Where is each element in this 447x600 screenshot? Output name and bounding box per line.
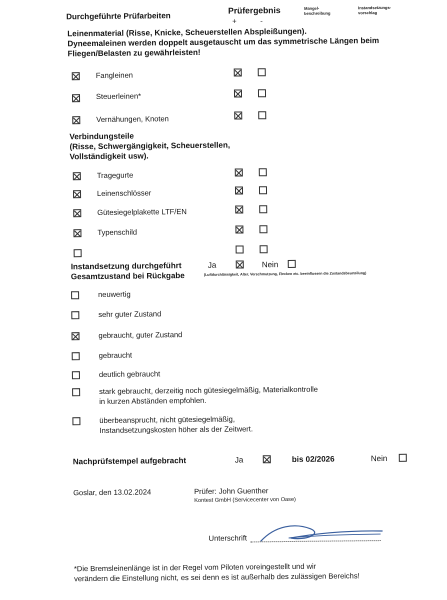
item-plus-checkbox[interactable] bbox=[235, 186, 243, 194]
inspector-company: Kontest GmbH (Servicecenter von Oase) bbox=[194, 496, 296, 504]
section-lines-title bbox=[67, 26, 379, 59]
inspector-name: Prüfer: John Guenther bbox=[194, 486, 269, 496]
place-date: Goslar, den 13.02.2024 bbox=[73, 487, 152, 498]
stamp-until: bis 02/2026 bbox=[291, 454, 335, 464]
section-lines-title-line: Dyneemaleinen werden doppelt ausgetauscht um das symmetrische Längen beim bbox=[67, 36, 380, 49]
condition-checkbox[interactable] bbox=[72, 352, 80, 360]
footnote-line: *Die Bremsleinenlänge ist in der Regel vom Piloten voreingestellt und wir bbox=[73, 561, 317, 574]
condition-label: gebraucht, guter Zustand bbox=[98, 330, 183, 340]
item-minus-checkbox[interactable] bbox=[259, 205, 267, 213]
section-connectors-title-line: Vollständigkeit usw). bbox=[69, 151, 149, 162]
section-connectors-title-line: Verbindungsteile bbox=[69, 131, 134, 142]
condition-label: sehr guter Zustand bbox=[98, 309, 162, 319]
item-minus-checkbox[interactable] bbox=[260, 245, 268, 253]
item-minus-checkbox[interactable] bbox=[259, 186, 267, 194]
signature-label: Unterschrift bbox=[208, 533, 248, 543]
item-label: Tragegurte bbox=[96, 170, 134, 180]
item-plus-checkbox[interactable] bbox=[235, 225, 243, 233]
item-done-checkbox[interactable] bbox=[72, 72, 80, 80]
minus-column-label: - bbox=[260, 16, 263, 26]
condition-label: deutlich gebraucht bbox=[98, 369, 161, 379]
overall-title: Gesamtzustand bei Rückgabe bbox=[70, 271, 185, 282]
stamp-no-label: Nein bbox=[370, 453, 388, 464]
item-done-checkbox[interactable] bbox=[73, 190, 81, 198]
item-minus-checkbox[interactable] bbox=[258, 89, 266, 97]
item-done-checkbox[interactable] bbox=[72, 116, 80, 124]
item-done-checkbox[interactable] bbox=[72, 94, 80, 102]
defect-title: Mangel- beschreibung bbox=[304, 5, 331, 16]
footnote bbox=[74, 561, 360, 584]
item-plus-checkbox[interactable] bbox=[234, 111, 242, 119]
signature bbox=[250, 518, 390, 547]
item-label: Steuerleinen* bbox=[95, 91, 142, 101]
item-label: Fangleinen bbox=[95, 70, 133, 81]
stamp-label: Nachprüfstempel aufgebracht bbox=[72, 456, 187, 467]
condition-checkbox[interactable] bbox=[71, 332, 79, 340]
item-label: Typenschild bbox=[97, 227, 138, 237]
item-plus-checkbox[interactable] bbox=[234, 68, 242, 76]
repair-label: Instandsetzung durchgeführt bbox=[70, 261, 182, 272]
item-plus-checkbox[interactable] bbox=[235, 168, 243, 176]
item-minus-checkbox[interactable] bbox=[259, 225, 267, 233]
item-label: Gütesiegelplakette LTF/EN bbox=[97, 207, 187, 217]
section-lines-title-line: Fliegen/Belasten zu gewährleisten! bbox=[67, 47, 201, 59]
repair-title: Instandsetzungs- vorschlag bbox=[358, 4, 392, 16]
condition-checkbox[interactable] bbox=[71, 311, 79, 319]
item-done-checkbox[interactable] bbox=[73, 209, 81, 217]
plus-column-label: + bbox=[232, 16, 237, 26]
condition-label: neuwertig bbox=[98, 289, 131, 299]
item-plus-checkbox[interactable] bbox=[235, 205, 243, 213]
condition-label: gebraucht bbox=[98, 350, 133, 360]
item-label: Leinenschlösser bbox=[96, 188, 152, 198]
condition-checkbox[interactable] bbox=[72, 388, 80, 396]
item-minus-checkbox[interactable] bbox=[258, 68, 266, 76]
stamp-yes-checkbox[interactable] bbox=[263, 455, 271, 463]
item-done-checkbox[interactable] bbox=[73, 172, 81, 180]
item-minus-checkbox[interactable] bbox=[258, 111, 266, 119]
repair-no-label: Nein bbox=[261, 260, 279, 270]
result-title: Prüfergebnis bbox=[228, 5, 281, 16]
overall-note: (Luftdurchlässigkeit, Alter, Verschmutzung, Flecken etc. beeinflussen die Zustandsbeurteilung) bbox=[203, 271, 367, 277]
item-done-checkbox[interactable] bbox=[73, 229, 81, 237]
section-connectors-title-line: (Risse, Schwergängigkeit, Scheuerstellen, bbox=[69, 140, 231, 152]
work-title: Durchgeführte Prüfarbeiten bbox=[66, 11, 171, 22]
item-label: Vernähungen, Knoten bbox=[96, 114, 169, 124]
item-done-checkbox[interactable] bbox=[74, 249, 82, 257]
condition-label: stark gebraucht, derzeitig noch gütesiegelmäßig, Materialkontrolle in kurzen Abständen empfohlen. bbox=[99, 384, 319, 406]
repair-yes-label: Ja bbox=[207, 260, 217, 270]
condition-checkbox[interactable] bbox=[72, 371, 80, 379]
condition-checkbox[interactable] bbox=[71, 291, 79, 299]
item-plus-checkbox[interactable] bbox=[236, 245, 244, 253]
stamp-no-checkbox[interactable] bbox=[399, 454, 407, 462]
item-minus-checkbox[interactable] bbox=[259, 168, 267, 176]
condition-label: überbeansprucht, nicht gütesiegelmäßig, Instandsetzungskosten höher als der Zeitwert. bbox=[99, 414, 253, 435]
condition-checkbox[interactable] bbox=[72, 417, 80, 425]
section-connectors-title bbox=[69, 131, 230, 163]
footnote-line: verändern die Einstellung nicht, es sei denn es ist außerhalb des zulässigen Bereichs! bbox=[74, 571, 360, 584]
repair-no-checkbox[interactable] bbox=[288, 260, 296, 268]
repair-yes-checkbox[interactable] bbox=[236, 260, 244, 268]
section-lines-title-line: Leinenmaterial (Risse, Knicke, Scheuerstellen Abspleißungen). bbox=[67, 26, 307, 39]
item-plus-checkbox[interactable] bbox=[234, 89, 242, 97]
stamp-yes-label: Ja bbox=[234, 455, 244, 465]
